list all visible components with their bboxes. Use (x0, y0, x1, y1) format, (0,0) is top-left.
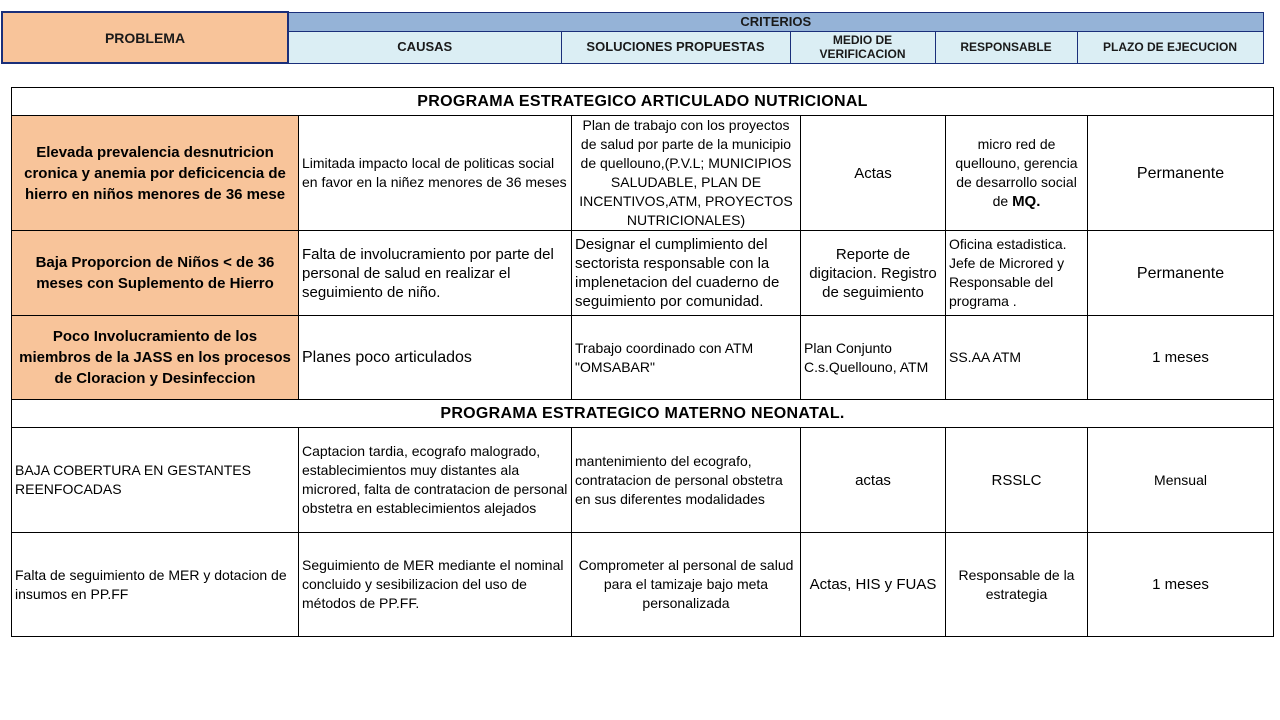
section-title: PROGRAMA ESTRATEGICO ARTICULADO NUTRICIONAL (12, 88, 1274, 116)
responsable-cell: SS.AA ATM (946, 316, 1088, 400)
soluciones-cell: mantenimiento del ecografo, contratacion de personal obstetra en sus diferentes modalidades (572, 428, 801, 533)
medio-cell: Plan Conjunto C.s.Quellouno, ATM (801, 316, 946, 400)
soluciones-header: SOLUCIONES PROPUESTAS (561, 31, 790, 63)
medio-cell: Reporte de digitacion. Registro de seguimiento (801, 231, 946, 316)
causas-cell: Planes poco articulados (299, 316, 572, 400)
problema-cell: Poco Involucramiento de los miembros de la JASS en los procesos de Cloracion y Desinfeccion (12, 316, 299, 400)
soluciones-cell: Comprometer al personal de salud para el tamizaje bajo meta personalizada (572, 533, 801, 637)
table-row (12, 428, 1274, 533)
medio-header: MEDIO DE VERIFICACION (790, 31, 935, 63)
problema-cell: Falta de seguimiento de MER y dotacion de insumos en PP.FF (12, 533, 299, 637)
causas-cell: Captacion tardia, ecografo malogrado, establecimientos muy distantes ala microred, falta de contratacion de personal obstetra en establecimientos alejados (299, 428, 572, 533)
plazo-header: PLAZO DE EJECUCION (1077, 31, 1263, 63)
responsable-bold-text: MQ. (1012, 193, 1041, 210)
plazo-cell: Mensual (1088, 428, 1274, 533)
responsable-cell: Responsable de la estrategia (946, 533, 1088, 637)
causas-cell: Falta de involucramiento por parte del personal de salud en realizar el seguimiento de niño. (299, 231, 572, 316)
section-title: PROGRAMA ESTRATEGICO MATERNO NEONATAL. (12, 400, 1274, 428)
problema-cell: BAJA COBERTURA EN GESTANTES REENFOCADAS (12, 428, 299, 533)
soluciones-cell: Designar el cumplimiento del sectorista responsable con la implenetacion del cuaderno de seguimiento por comunidad. (572, 231, 801, 316)
causas-header: CAUSAS (288, 31, 561, 63)
table-row (12, 231, 1274, 316)
plazo-cell: 1 meses (1088, 316, 1274, 400)
problema-header: PROBLEMA (2, 12, 288, 63)
responsable-cell: RSSLC (946, 428, 1088, 533)
plazo-cell: Permanente (1088, 116, 1274, 231)
medio-cell: Actas (801, 116, 946, 231)
causas-cell: Seguimiento de MER mediante el nominal concluido y sesibilizacion del uso de métodos de PP.FF. (299, 533, 572, 637)
strategy-table (11, 87, 1274, 637)
table-row (12, 316, 1274, 400)
plazo-cell: Permanente (1088, 231, 1274, 316)
soluciones-cell: Trabajo coordinado con ATM "OMSABAR" (572, 316, 801, 400)
responsable-header: RESPONSABLE (935, 31, 1077, 63)
responsable-cell (946, 116, 1088, 231)
responsable-cell: Oficina estadistica. Jefe de Microred y Responsable del programa . (946, 231, 1088, 316)
plazo-cell: 1 meses (1088, 533, 1274, 637)
medio-cell: actas (801, 428, 946, 533)
table-row (12, 533, 1274, 637)
problema-cell: Elevada prevalencia desnutricion cronica y anemia por deficicencia de hierro en niños menores de 36 mese (12, 116, 299, 231)
criterios-header: CRITERIOS (288, 12, 1263, 31)
medio-cell: Actas, HIS y FUAS (801, 533, 946, 637)
responsable-text: micro red de quellouno, gerencia de desarrollo social de (955, 136, 1078, 209)
criteria-header-table (1, 11, 1264, 64)
problema-cell: Baja Proporcion de Niños < de 36 meses con Suplemento de Hierro (12, 231, 299, 316)
soluciones-cell: Plan de trabajo con los proyectos de salud por parte de la municipio de quellouno,(P.V.L; MUNICIPIOS SALUDABLE, PLAN DE INCENTIVOS,ATM, PROYECTOS NUTRICIONALES) (572, 116, 801, 231)
table-row (12, 116, 1274, 231)
causas-cell: Limitada impacto local de politicas social en favor en la niñez menores de 36 meses (299, 116, 572, 231)
